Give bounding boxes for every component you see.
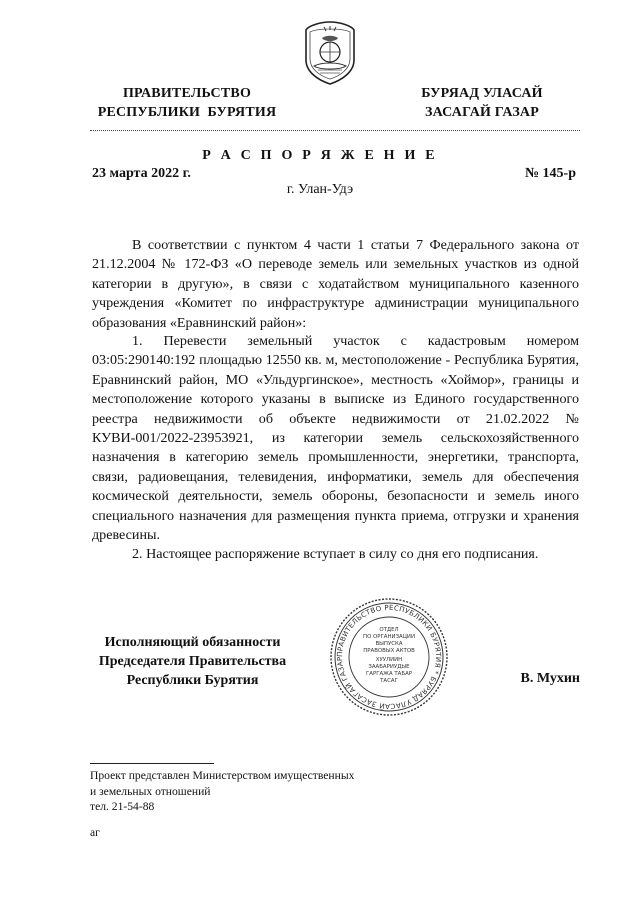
official-stamp (328, 596, 450, 718)
stamp-line: ОТДЕЛ (379, 627, 399, 633)
footer-note (90, 768, 354, 815)
stamp-line: ГАРГАЖА ТАБАР (365, 671, 413, 677)
signatory-title-line-3: Республики Бурятия (126, 673, 259, 688)
stamp-line: ТАСАГ (380, 678, 398, 684)
signatory-title (90, 633, 295, 690)
footer-line-2: и земельных отношений (90, 784, 211, 798)
document-title: Р А С П О Р Я Ж Е Н И Е (202, 148, 438, 163)
footer-phone: тел. 21-54-88 (90, 800, 155, 813)
paragraph-text: В соответствии с пунктом 4 части 1 статьи 7 Федерального закона от 21.12.2004 № 172-ФЗ «О переводе земель или земельных участков из одной категории в другую», в связи с ходатайством муниципального казенного учреждения «Комитет по инфраструктуре администрации муниципального образования «Еравнинский район»: (92, 237, 579, 331)
document-number: № 145-р (524, 166, 576, 181)
signatory-title-line-2: Председателя Правительства (98, 654, 287, 669)
footer-divider (90, 763, 214, 764)
body-paragraph-item-1 (92, 332, 579, 545)
signatory-name: В. Мухин (520, 671, 580, 686)
government-name-buryat (418, 84, 546, 122)
government-line-2: РЕСПУБЛИКИ БУРЯТИЯ (97, 105, 277, 120)
header-divider (90, 130, 580, 131)
stamp-line: ПО ОРГАНИЗАЦИИ (363, 634, 415, 640)
footer-line-1: Проект представлен Министерством имущественных (90, 769, 355, 782)
coat-of-arms-emblem (300, 18, 360, 86)
body-paragraph-item-2 (92, 545, 579, 564)
government-name-russian (92, 84, 282, 122)
document-city: г. Улан-Удэ (286, 182, 354, 197)
government-buryat-line-2: ЗАСАГАЙ ГАЗАР (424, 105, 539, 120)
document-date: 23 марта 2022 г. (92, 166, 191, 181)
paragraph-text: 1. Перевести земельный участок с кадастровым номером 03:05:290140:192 площадью 12550 кв. м, местоположение - Республика Бурятия, Еравнинский район, МО «Ульдургинское», местность «Хоймор», границы и местоположение которого указаны в выписке из Единого государственного реестра недвижимости об объекте недвижимости от 21.02.2022 № КУВИ-001/2022-23953921, из категории земель сельскохозяйственного назначения в категорию земель промышленности, энергетики, транспорта, связи, радиовещания, телевидения, информатики, земель для обеспечения космической деятельности, земель обороны, безопасности и земель иного специального назначения для размещения пункта приема, отгрузки и хранения древесины. (92, 333, 579, 544)
body-paragraph-preamble (92, 236, 579, 333)
stamp-line: ВЫПУСКА (375, 641, 403, 647)
executor-initials: аг (90, 826, 100, 839)
government-line-1: ПРАВИТЕЛЬСТВО (122, 86, 252, 101)
stamp-ring-text: ПРАВИТЕЛЬСТВО РЕСПУБЛИКИ БУРЯТИЯ * БУРЯАД УЛАСАЙ ЗАСАГАЙ ГАЗАР (335, 603, 443, 711)
paragraph-text: 2. Настоящее распоряжение вступает в силу со дня его подписания. (132, 546, 539, 562)
signatory-title-line-1: Исполняющий обязанности (104, 635, 281, 650)
stamp-line: ЗААБАРИУДЫЕ (368, 664, 410, 670)
government-buryat-line-1: БУРЯАД УЛАСАЙ (421, 86, 543, 101)
stamp-line: ПРАВОВЫХ АКТОВ (363, 648, 415, 654)
stamp-line: ХУУЛИИН (375, 657, 403, 663)
